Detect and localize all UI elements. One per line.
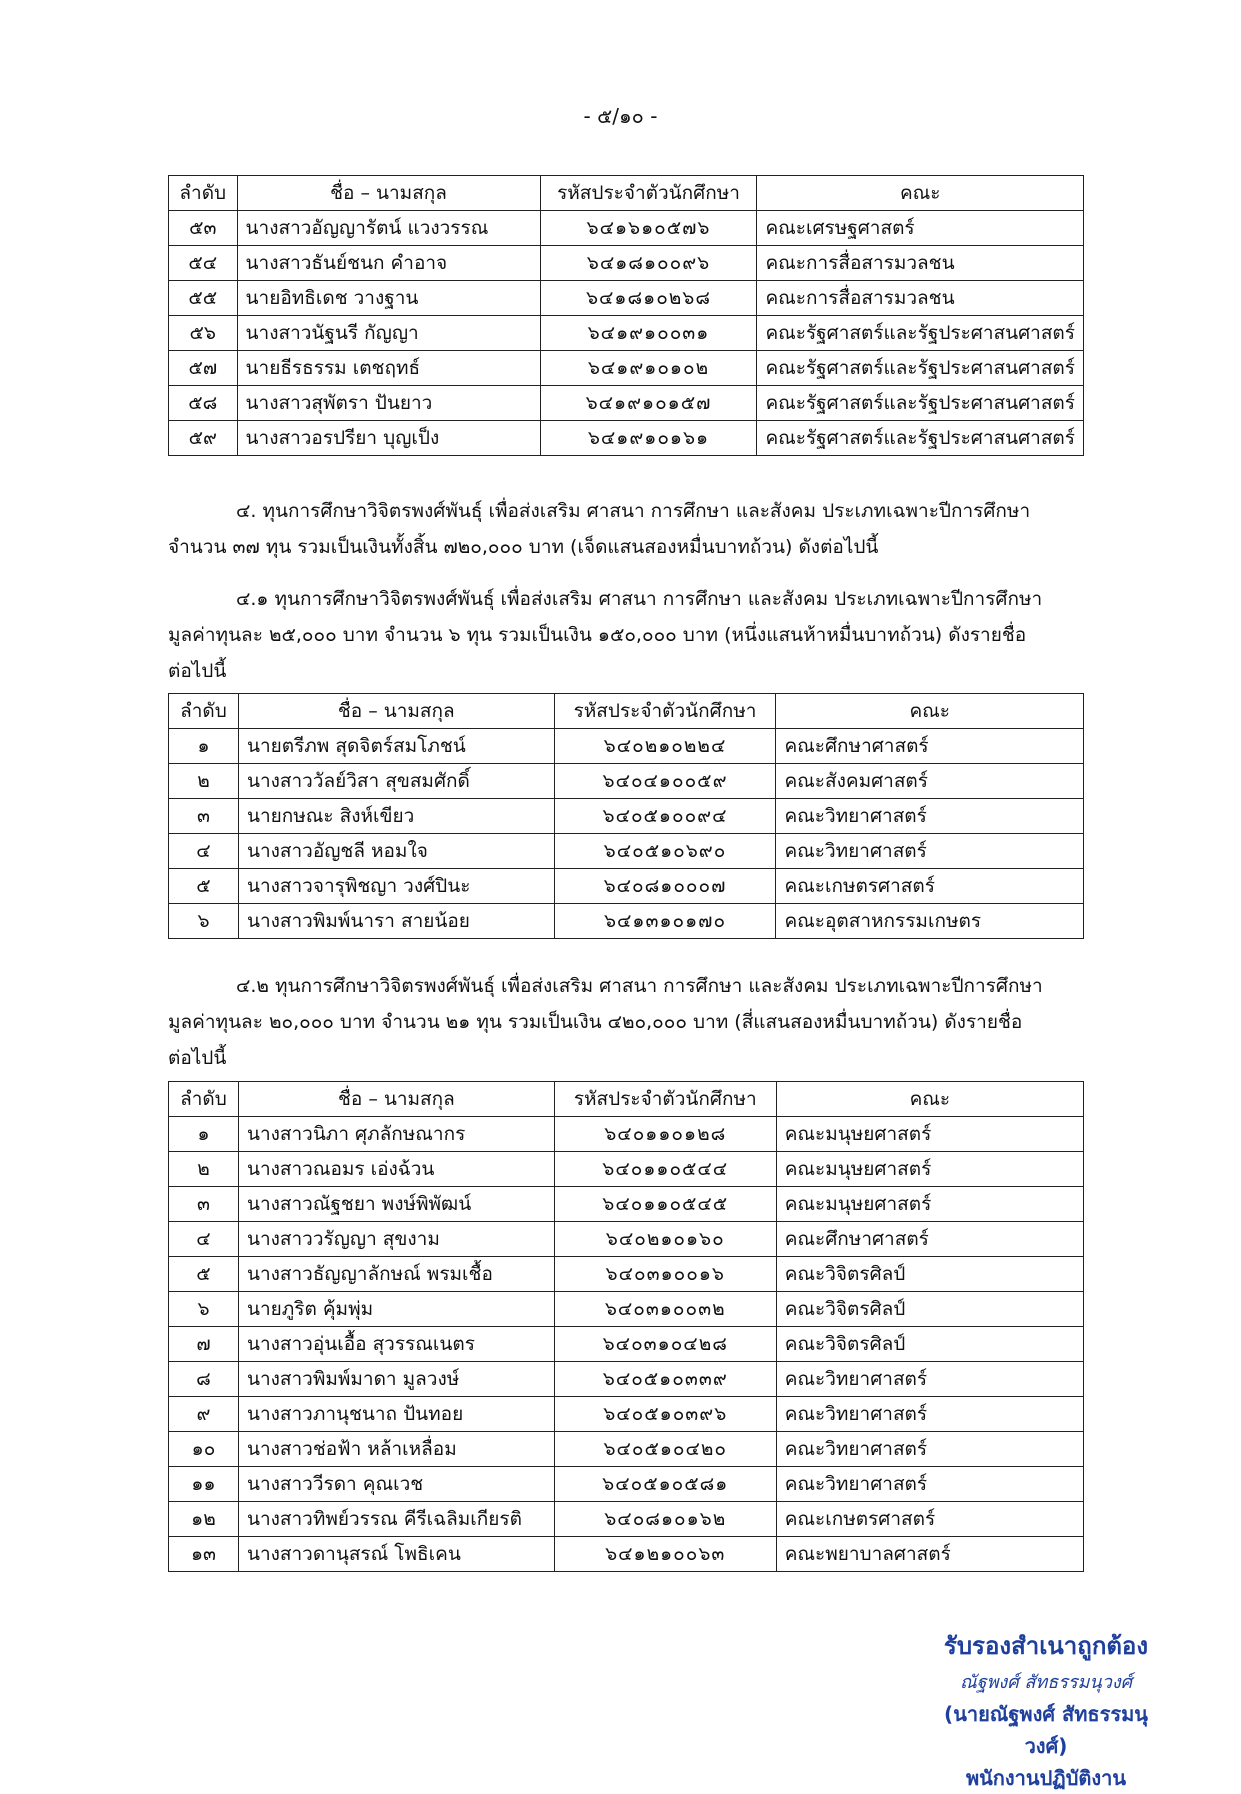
row-number: ๑๐: [169, 1432, 239, 1467]
scholarship-table-4-2: [168, 1081, 1084, 1572]
faculty-name: คณะศึกษาศาสตร์: [776, 729, 1084, 764]
student-name: นางสาวธันย์ชนก คำอาจ: [237, 246, 540, 281]
section-4-1-paragraph: [168, 581, 1084, 689]
row-number: ๕๙: [169, 421, 238, 456]
header-student-id: รหัสประจำตัวนักศึกษา: [554, 1082, 776, 1117]
row-number: ๕๓: [169, 211, 238, 246]
faculty-name: คณะวิจิตรศิลป์: [776, 1292, 1083, 1327]
table-row: [169, 834, 1084, 869]
student-name: นางสาววรัญญา สุขงาม: [238, 1222, 554, 1257]
signature: ณัฐพงศ์ สัทธรรมนุวงศ์: [959, 1672, 1133, 1693]
table-row: [169, 1152, 1084, 1187]
table-row: [169, 1292, 1084, 1327]
row-number: ๕๖: [169, 316, 238, 351]
table-row: [169, 386, 1084, 421]
table-row: [169, 1537, 1084, 1572]
table-row: [169, 1187, 1084, 1222]
student-id: ๖๔๐๕๑๐๓๙๖: [554, 1397, 776, 1432]
table-row: [169, 1222, 1084, 1257]
certified-copy-stamp: [931, 1626, 1161, 1794]
student-name: นางสาววัลย์วิสา สุขสมศักดิ์: [238, 764, 554, 799]
student-id: ๖๔๐๑๑๐๕๔๔: [554, 1152, 776, 1187]
student-name: นายอิทธิเดช วางฐาน: [237, 281, 540, 316]
section-4-2-line-1: ๔.๒ ทุนการศึกษาวิจิตรพงศ์พันธุ์ เพื่อส่งเสริม ศาสนา การศึกษา และสังคม ประเภทเฉพาะปีการศึกษา: [236, 975, 1043, 997]
student-name: นางสาวณัฐชยา พงษ์พิพัฒน์: [238, 1187, 554, 1222]
student-id: ๖๔๐๕๑๐๔๒๐: [554, 1432, 776, 1467]
student-id: ๖๔๐๓๑๐๐๓๒: [554, 1292, 776, 1327]
student-name: นางสาวอัญญารัตน์ แวงวรรณ: [237, 211, 540, 246]
faculty-name: คณะอุตสาหกรรมเกษตร: [776, 904, 1084, 939]
row-number: ๑๑: [169, 1467, 239, 1502]
row-number: ๘: [169, 1362, 239, 1397]
row-number: ๔: [169, 1222, 239, 1257]
student-name: นางสาวภานุชนาถ ปันทอย: [238, 1397, 554, 1432]
student-id: ๖๔๑๓๑๐๑๗๐: [554, 904, 776, 939]
student-name: นายธีรธรรม เตชฤทธ์: [237, 351, 540, 386]
table-header-row: [169, 1082, 1084, 1117]
scholarship-table-4-1: [168, 693, 1084, 939]
table-row: [169, 904, 1084, 939]
header-name: ชื่อ – นามสกุล: [238, 694, 554, 729]
row-number: ๕: [169, 869, 239, 904]
faculty-name: คณะมนุษยศาสตร์: [776, 1187, 1083, 1222]
student-id: ๖๔๑๘๑๐๐๙๖: [540, 246, 757, 281]
student-name: นายภูริต คุ้มพุ่ม: [238, 1292, 554, 1327]
header-faculty: คณะ: [776, 1082, 1083, 1117]
faculty-name: คณะวิทยาศาสตร์: [776, 799, 1084, 834]
row-number: ๓: [169, 1187, 239, 1222]
table-row: [169, 1397, 1084, 1432]
table-row: [169, 211, 1084, 246]
table-row: [169, 351, 1084, 386]
student-name: นางสาวอุ่นเอื้อ สุวรรณเนตร: [238, 1327, 554, 1362]
student-name: นายกษณะ สิงห์เขียว: [238, 799, 554, 834]
row-number: ๕: [169, 1257, 239, 1292]
student-id: ๖๔๐๓๑๐๐๑๖: [554, 1257, 776, 1292]
table-header-row: [169, 694, 1084, 729]
faculty-name: คณะรัฐศาสตร์และรัฐประศาสนศาสตร์: [757, 351, 1084, 386]
faculty-name: คณะวิทยาศาสตร์: [776, 1362, 1083, 1397]
section-4-1-line-2: มูลค่าทุนละ ๒๕,๐๐๐ บาท จำนวน ๖ ทุน รวมเป็นเงิน ๑๕๐,๐๐๐ บาท (หนึ่งแสนห้าหมื่นบาทถ้วน) ดังรายชื่อ: [168, 624, 1027, 646]
faculty-name: คณะเกษตรศาสตร์: [776, 1502, 1083, 1537]
faculty-name: คณะรัฐศาสตร์และรัฐประศาสนศาสตร์: [757, 421, 1084, 456]
table-row: [169, 246, 1084, 281]
table-row: [169, 1467, 1084, 1502]
faculty-name: คณะเกษตรศาสตร์: [776, 869, 1084, 904]
student-id: ๖๔๐๕๑๐๖๙๐: [554, 834, 776, 869]
row-number: ๕๗: [169, 351, 238, 386]
row-number: ๓: [169, 799, 239, 834]
faculty-name: คณะวิจิตรศิลป์: [776, 1327, 1083, 1362]
student-name: นางสาวนัฐนรี กัญญา: [237, 316, 540, 351]
row-number: ๕๕: [169, 281, 238, 316]
stamp-certified-text: รับรองสำเนาถูกต้อง: [943, 1632, 1149, 1660]
section-4-paragraph: [168, 493, 1084, 565]
row-number: ๑๓: [169, 1537, 239, 1572]
faculty-name: คณะพยาบาลศาสตร์: [776, 1537, 1083, 1572]
faculty-name: คณะการสื่อสารมวลชน: [757, 246, 1084, 281]
header-faculty: คณะ: [776, 694, 1084, 729]
student-id: ๖๔๑๙๑๐๑๐๒: [540, 351, 757, 386]
stamp-signer-position: พนักงานปฏิบัติงาน: [965, 1766, 1127, 1790]
faculty-name: คณะมนุษยศาสตร์: [776, 1152, 1083, 1187]
section-4-1-line-3: ต่อไปนี้: [168, 660, 227, 682]
faculty-name: คณะเศรษฐศาสตร์: [757, 211, 1084, 246]
row-number: ๕๘: [169, 386, 238, 421]
table-row: [169, 1257, 1084, 1292]
student-name: นางสาวจารุพิชญา วงศ์ปินะ: [238, 869, 554, 904]
student-name: นางสาวธัญญาลักษณ์ พรมเชื้อ: [238, 1257, 554, 1292]
student-name: นางสาวอรปรียา บุญเป็ง: [237, 421, 540, 456]
faculty-name: คณะมนุษยศาสตร์: [776, 1117, 1083, 1152]
header-no: ลำดับ: [169, 694, 239, 729]
student-id: ๖๔๑๙๑๐๐๓๑: [540, 316, 757, 351]
student-name: นางสาวสุพัตรา ปันยาว: [237, 386, 540, 421]
faculty-name: คณะศึกษาศาสตร์: [776, 1222, 1083, 1257]
table-row: [169, 1117, 1084, 1152]
faculty-name: คณะการสื่อสารมวลชน: [757, 281, 1084, 316]
table-row: [169, 764, 1084, 799]
student-name: นางสาวพิมพ์นารา สายน้อย: [238, 904, 554, 939]
header-name: ชื่อ – นามสกุล: [237, 176, 540, 211]
table-row: [169, 1432, 1084, 1467]
faculty-name: คณะวิทยาศาสตร์: [776, 1467, 1083, 1502]
scholarship-table-continued: [168, 175, 1084, 456]
student-name: นางสาวดานุสรณ์ โพธิเคน: [238, 1537, 554, 1572]
student-id: ๖๔๐๒๑๐๒๒๔: [554, 729, 776, 764]
student-name: นางสาวทิพย์วรรณ คีรีเฉลิมเกียรติ: [238, 1502, 554, 1537]
table-row: [169, 869, 1084, 904]
row-number: ๑: [169, 1117, 239, 1152]
row-number: ๙: [169, 1397, 239, 1432]
row-number: ๑๒: [169, 1502, 239, 1537]
student-name: นางสาวช่อฟ้า หล้าเหลื่อม: [238, 1432, 554, 1467]
student-name: นางสาวนิภา ศุภลักษณากร: [238, 1117, 554, 1152]
faculty-name: คณะรัฐศาสตร์และรัฐประศาสนศาสตร์: [757, 316, 1084, 351]
student-name: นางสาวณอมร เอ่งฉ้วน: [238, 1152, 554, 1187]
student-name: นางสาวอัญชลี หอมใจ: [238, 834, 554, 869]
table-row: [169, 1362, 1084, 1397]
student-id: ๖๔๑๖๑๐๕๗๖: [540, 211, 757, 246]
section-4-2-line-2: มูลค่าทุนละ ๒๐,๐๐๐ บาท จำนวน ๒๑ ทุน รวมเป็นเงิน ๔๒๐,๐๐๐ บาท (สี่แสนสองหมื่นบาทถ้วน) ดังรายชื่อ: [168, 1011, 1023, 1033]
row-number: ๗: [169, 1327, 239, 1362]
student-id: ๖๔๐๑๑๐๕๔๕: [554, 1187, 776, 1222]
section-4-line-2: จำนวน ๓๗ ทุน รวมเป็นเงินทั้งสิ้น ๗๒๐,๐๐๐ บาท (เจ็ดแสนสองหมื่นบาทถ้วน) ดังต่อไปนี้: [168, 536, 879, 558]
student-id: ๖๔๐๔๑๐๐๕๙: [554, 764, 776, 799]
student-id: ๖๔๑๙๑๐๑๖๑: [540, 421, 757, 456]
student-id: ๖๔๐๘๑๐๐๐๗: [554, 869, 776, 904]
row-number: ๒: [169, 1152, 239, 1187]
row-number: ๖: [169, 904, 239, 939]
table-row: [169, 281, 1084, 316]
table-header-row: [169, 176, 1084, 211]
faculty-name: คณะรัฐศาสตร์และรัฐประศาสนศาสตร์: [757, 386, 1084, 421]
header-student-id: รหัสประจำตัวนักศึกษา: [540, 176, 757, 211]
row-number: ๒: [169, 764, 239, 799]
student-id: ๖๔๑๘๑๐๒๖๘: [540, 281, 757, 316]
row-number: ๕๔: [169, 246, 238, 281]
student-id: ๖๔๐๕๑๐๓๓๙: [554, 1362, 776, 1397]
student-id: ๖๔๐๓๑๐๔๒๘: [554, 1327, 776, 1362]
header-no: ลำดับ: [169, 176, 238, 211]
table-row: [169, 1502, 1084, 1537]
table-row: [169, 316, 1084, 351]
student-id: ๖๔๐๘๑๐๑๖๒: [554, 1502, 776, 1537]
student-id: ๖๔๐๒๑๐๑๖๐: [554, 1222, 776, 1257]
student-id: ๖๔๐๕๑๐๐๙๔: [554, 799, 776, 834]
faculty-name: คณะวิจิตรศิลป์: [776, 1257, 1083, 1292]
student-id: ๖๔๑๒๑๐๐๖๓: [554, 1537, 776, 1572]
faculty-name: คณะวิทยาศาสตร์: [776, 1432, 1083, 1467]
faculty-name: คณะสังคมศาสตร์: [776, 764, 1084, 799]
section-4-1-line-1: ๔.๑ ทุนการศึกษาวิจิตรพงศ์พันธุ์ เพื่อส่งเสริม ศาสนา การศึกษา และสังคม ประเภทเฉพาะปีการศึกษา: [236, 588, 1043, 610]
student-id: ๖๔๐๑๑๐๑๒๘: [554, 1117, 776, 1152]
student-name: นางสาววีรดา คุณเวช: [238, 1467, 554, 1502]
header-name: ชื่อ – นามสกุล: [238, 1082, 554, 1117]
page-number: - ๕/๑๐ -: [583, 104, 658, 128]
section-4-line-1: ๔. ทุนการศึกษาวิจิตรพงศ์พันธุ์ เพื่อส่งเสริม ศาสนา การศึกษา และสังคม ประเภทเฉพาะปีการศึกษา: [236, 500, 1031, 522]
faculty-name: คณะวิทยาศาสตร์: [776, 1397, 1083, 1432]
faculty-name: คณะวิทยาศาสตร์: [776, 834, 1084, 869]
table-row: [169, 799, 1084, 834]
student-id: ๖๔๐๕๑๐๕๘๑: [554, 1467, 776, 1502]
header-student-id: รหัสประจำตัวนักศึกษา: [554, 694, 776, 729]
row-number: ๔: [169, 834, 239, 869]
stamp-signer-name: (นายณัฐพงศ์ สัทธรรมนุวงศ์): [944, 1702, 1148, 1758]
table-row: [169, 1327, 1084, 1362]
header-no: ลำดับ: [169, 1082, 239, 1117]
section-4-2-paragraph: [168, 968, 1084, 1076]
student-name: นางสาวพิมพ์มาดา มูลวงษ์: [238, 1362, 554, 1397]
section-4-2-line-3: ต่อไปนี้: [168, 1047, 227, 1069]
row-number: ๖: [169, 1292, 239, 1327]
student-id: ๖๔๑๙๑๐๑๕๗: [540, 386, 757, 421]
student-name: นายตรีภพ สุดจิตร์สมโภชน์: [238, 729, 554, 764]
table-row: [169, 421, 1084, 456]
row-number: ๑: [169, 729, 239, 764]
header-faculty: คณะ: [757, 176, 1084, 211]
table-row: [169, 729, 1084, 764]
